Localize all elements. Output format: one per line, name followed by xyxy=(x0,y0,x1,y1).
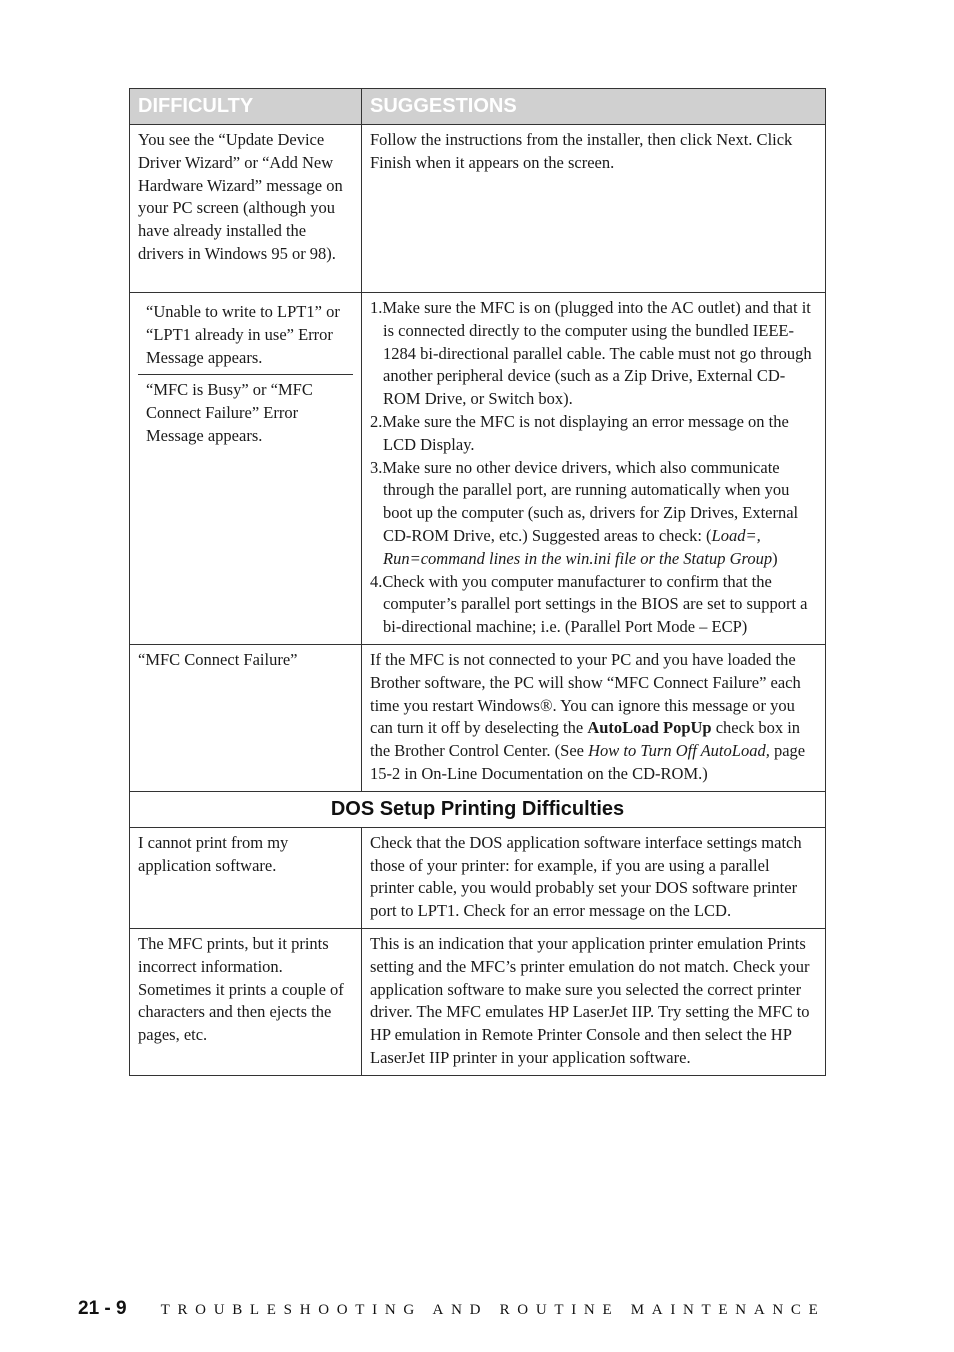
cross-reference-title: How to Turn Off AutoLoad, xyxy=(588,741,770,761)
table-header-row xyxy=(130,89,826,125)
section-title: DOS Setup Printing Difficulties xyxy=(130,791,826,827)
chapter-title: TROUBLESHOOTING AND ROUTINE MAINTENANCE xyxy=(160,1302,826,1318)
suggestion-text: check box in the Brother Control Center. (See xyxy=(370,718,801,761)
difficulty-cell: You see the “Update Device Driver Wizard” or “Add New Hardware Wizard” message on your PC screen (although you have already installed the drivers in Windows 95 or 98). xyxy=(130,125,362,293)
list-item: 4.Check with you computer manufacturer to confirm that the computer’s parallel port settings in the BIOS are set to support a bi-directional machine; i.e. (Parallel Port Mode – ECP) xyxy=(370,571,808,637)
suggestion-text: page 15-2 in On-Line Documentation on the CD-ROM.) xyxy=(370,741,806,783)
suggestion-cell: This is an indication that your application printer emulation Prints setting and the MFC’s printer emulation do not match. Check your application software to make sure you selected the correct printer driver. The MFC emulates HP LaserJet IIP. Try setting the MFC to HP emulation in Remote Printer Console and then select the HP LaserJet IIP printer in your application software. xyxy=(362,928,826,1075)
suggestion-steps-list xyxy=(370,297,817,639)
suggestion-cell xyxy=(362,293,826,645)
step-italic-text: Load=, Run=command lines in the win.ini file or the Statup Group xyxy=(383,525,773,568)
page-number: 21 - 9 xyxy=(78,1298,127,1319)
step-text: ) xyxy=(772,548,778,568)
list-item: 1.Make sure the MFC is on (plugged into the AC outlet) and that it is connected directly to the computer using the bundled IEEE-1284 bi-directional parallel cable. The cable must not go through another peripheral device (such as a Zip Drive, External CD-ROM Drive, or Switch box). xyxy=(370,298,812,409)
list-item: 2.Make sure the MFC is not displaying an error message on the LCD Display. xyxy=(370,411,789,454)
suggestion-cell: Check that the DOS application software interface settings match those of your printer: for example, if you are using a parallel printer cable, you would probably set your DOS software printer port to LPT1. Check for an error message on the LCD. xyxy=(362,827,826,928)
table-row xyxy=(130,827,826,928)
difficulty-cell: The MFC prints, but it prints incorrect information. Sometimes it prints a couple of characters and then ejects the pages, etc. xyxy=(130,928,362,1075)
suggestion-cell: Follow the instructions from the installer, then click Next. Click Finish when it appears on the screen. xyxy=(362,125,826,293)
suggestion-cell xyxy=(362,644,826,791)
section-row xyxy=(130,791,826,827)
difficulty-cell: “MFC is Busy” or “MFC Connect Failure” Error Message appears. xyxy=(146,380,313,445)
table-row xyxy=(130,293,826,645)
page-footer xyxy=(78,1298,838,1322)
table-row xyxy=(130,928,826,1075)
difficulty-column-header: DIFFICULTY xyxy=(130,89,362,125)
suggestion-text: If the MFC is not connected to your PC and you have loaded the Brother software, the PC will show “MFC Connect Failure” each time you restart Windows®. You can ignore this message or you can turn it off by deselecting the xyxy=(370,649,801,738)
step-text: 3.Make sure no other device drivers, which also communicate through the parallel port, are running automatically when you boot up the computer (such as, drivers for Zip Drives, External CD-ROM Drive, etc.) Suggested areas to check: ( xyxy=(370,457,799,545)
troubleshooting-table xyxy=(129,88,826,1076)
list-item xyxy=(370,457,817,571)
difficulty-cell: I cannot print from my application software. xyxy=(130,827,362,928)
autoload-popup-label: AutoLoad PopUp xyxy=(587,718,712,738)
difficulty-cell: “Unable to write to LPT1” or “LPT1 already in use” Error Message appears. xyxy=(138,297,353,375)
difficulty-cell-group xyxy=(130,293,362,645)
table-row xyxy=(130,644,826,791)
table-row xyxy=(130,125,826,293)
suggestions-column-header: SUGGESTIONS xyxy=(362,89,826,125)
difficulty-cell: “MFC Connect Failure” xyxy=(130,644,362,791)
